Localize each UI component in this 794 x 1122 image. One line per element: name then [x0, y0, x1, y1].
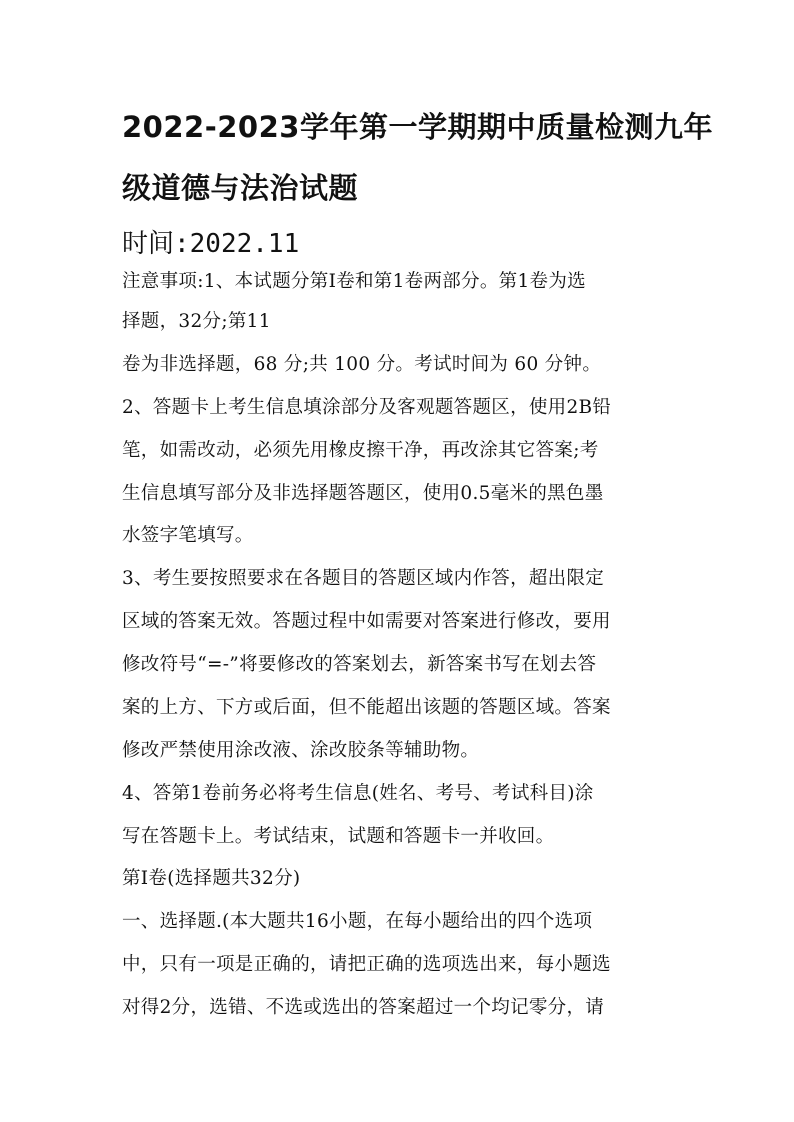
instruction-line: 卷为非选择题，68 分;共 100 分。考试时间为 60 分钟。 — [122, 354, 602, 375]
exam-title-line-1: 2022-2023学年第一学期期中质量检测九年 — [122, 110, 713, 144]
instruction-line: 注意事项:1、本试题分第Ⅰ卷和第1卷两部分。第1卷为选 — [122, 271, 586, 292]
instruction-line: 3、考生要按照要求在各题目的答题区域内作答，超出限定 — [122, 568, 605, 589]
instruction-line: 区域的答案无效。答题过程中如需要对答案进行修改，要用 — [122, 611, 611, 632]
instruction-line: 修改符号“=-”将要修改的答案划去，新答案书写在划去答 — [122, 654, 597, 675]
instruction-line: 笔，如需改动，必须先用橡皮擦干净，再改涂其它答案;考 — [122, 440, 599, 461]
instruction-line: 生信息填写部分及非选择题答题区，使用0.5毫米的黑色墨 — [122, 483, 604, 504]
instruction-line: 中，只有一项是正确的，请把正确的选项选出来，每小题选 — [122, 954, 611, 975]
exam-date: 时间:2022.11 — [122, 229, 300, 259]
instruction-line: 案的上方、下方或后面，但不能超出该题的答题区域。答案 — [122, 697, 611, 718]
instruction-line: 写在答题卡上。考试结束，试题和答题卡一并收回。 — [122, 826, 555, 847]
instruction-line: 2、答题卡上考生信息填涂部分及客观题答题区，使用2B铅 — [122, 397, 612, 418]
instruction-line: 择题，32分;第11 — [122, 311, 271, 332]
instruction-line: 4、答第1卷前务必将考生信息(姓名、考号、考试科目)涂 — [122, 783, 594, 804]
instruction-line: 水签字笔填写。 — [122, 525, 254, 546]
section-heading: 第Ⅰ卷(选择题共32分) — [122, 868, 301, 889]
instruction-line: 一、选择题.(本大题共16小题，在每小题给出的四个选项 — [122, 911, 593, 932]
exam-title-line-2: 级道德与法治试题 — [122, 171, 359, 205]
instruction-line: 对得2分，选错、不选或选出的答案超过一个均记零分，请 — [122, 997, 605, 1018]
instruction-line: 修改严禁使用涂改液、涂改胶条等辅助物。 — [122, 740, 480, 761]
